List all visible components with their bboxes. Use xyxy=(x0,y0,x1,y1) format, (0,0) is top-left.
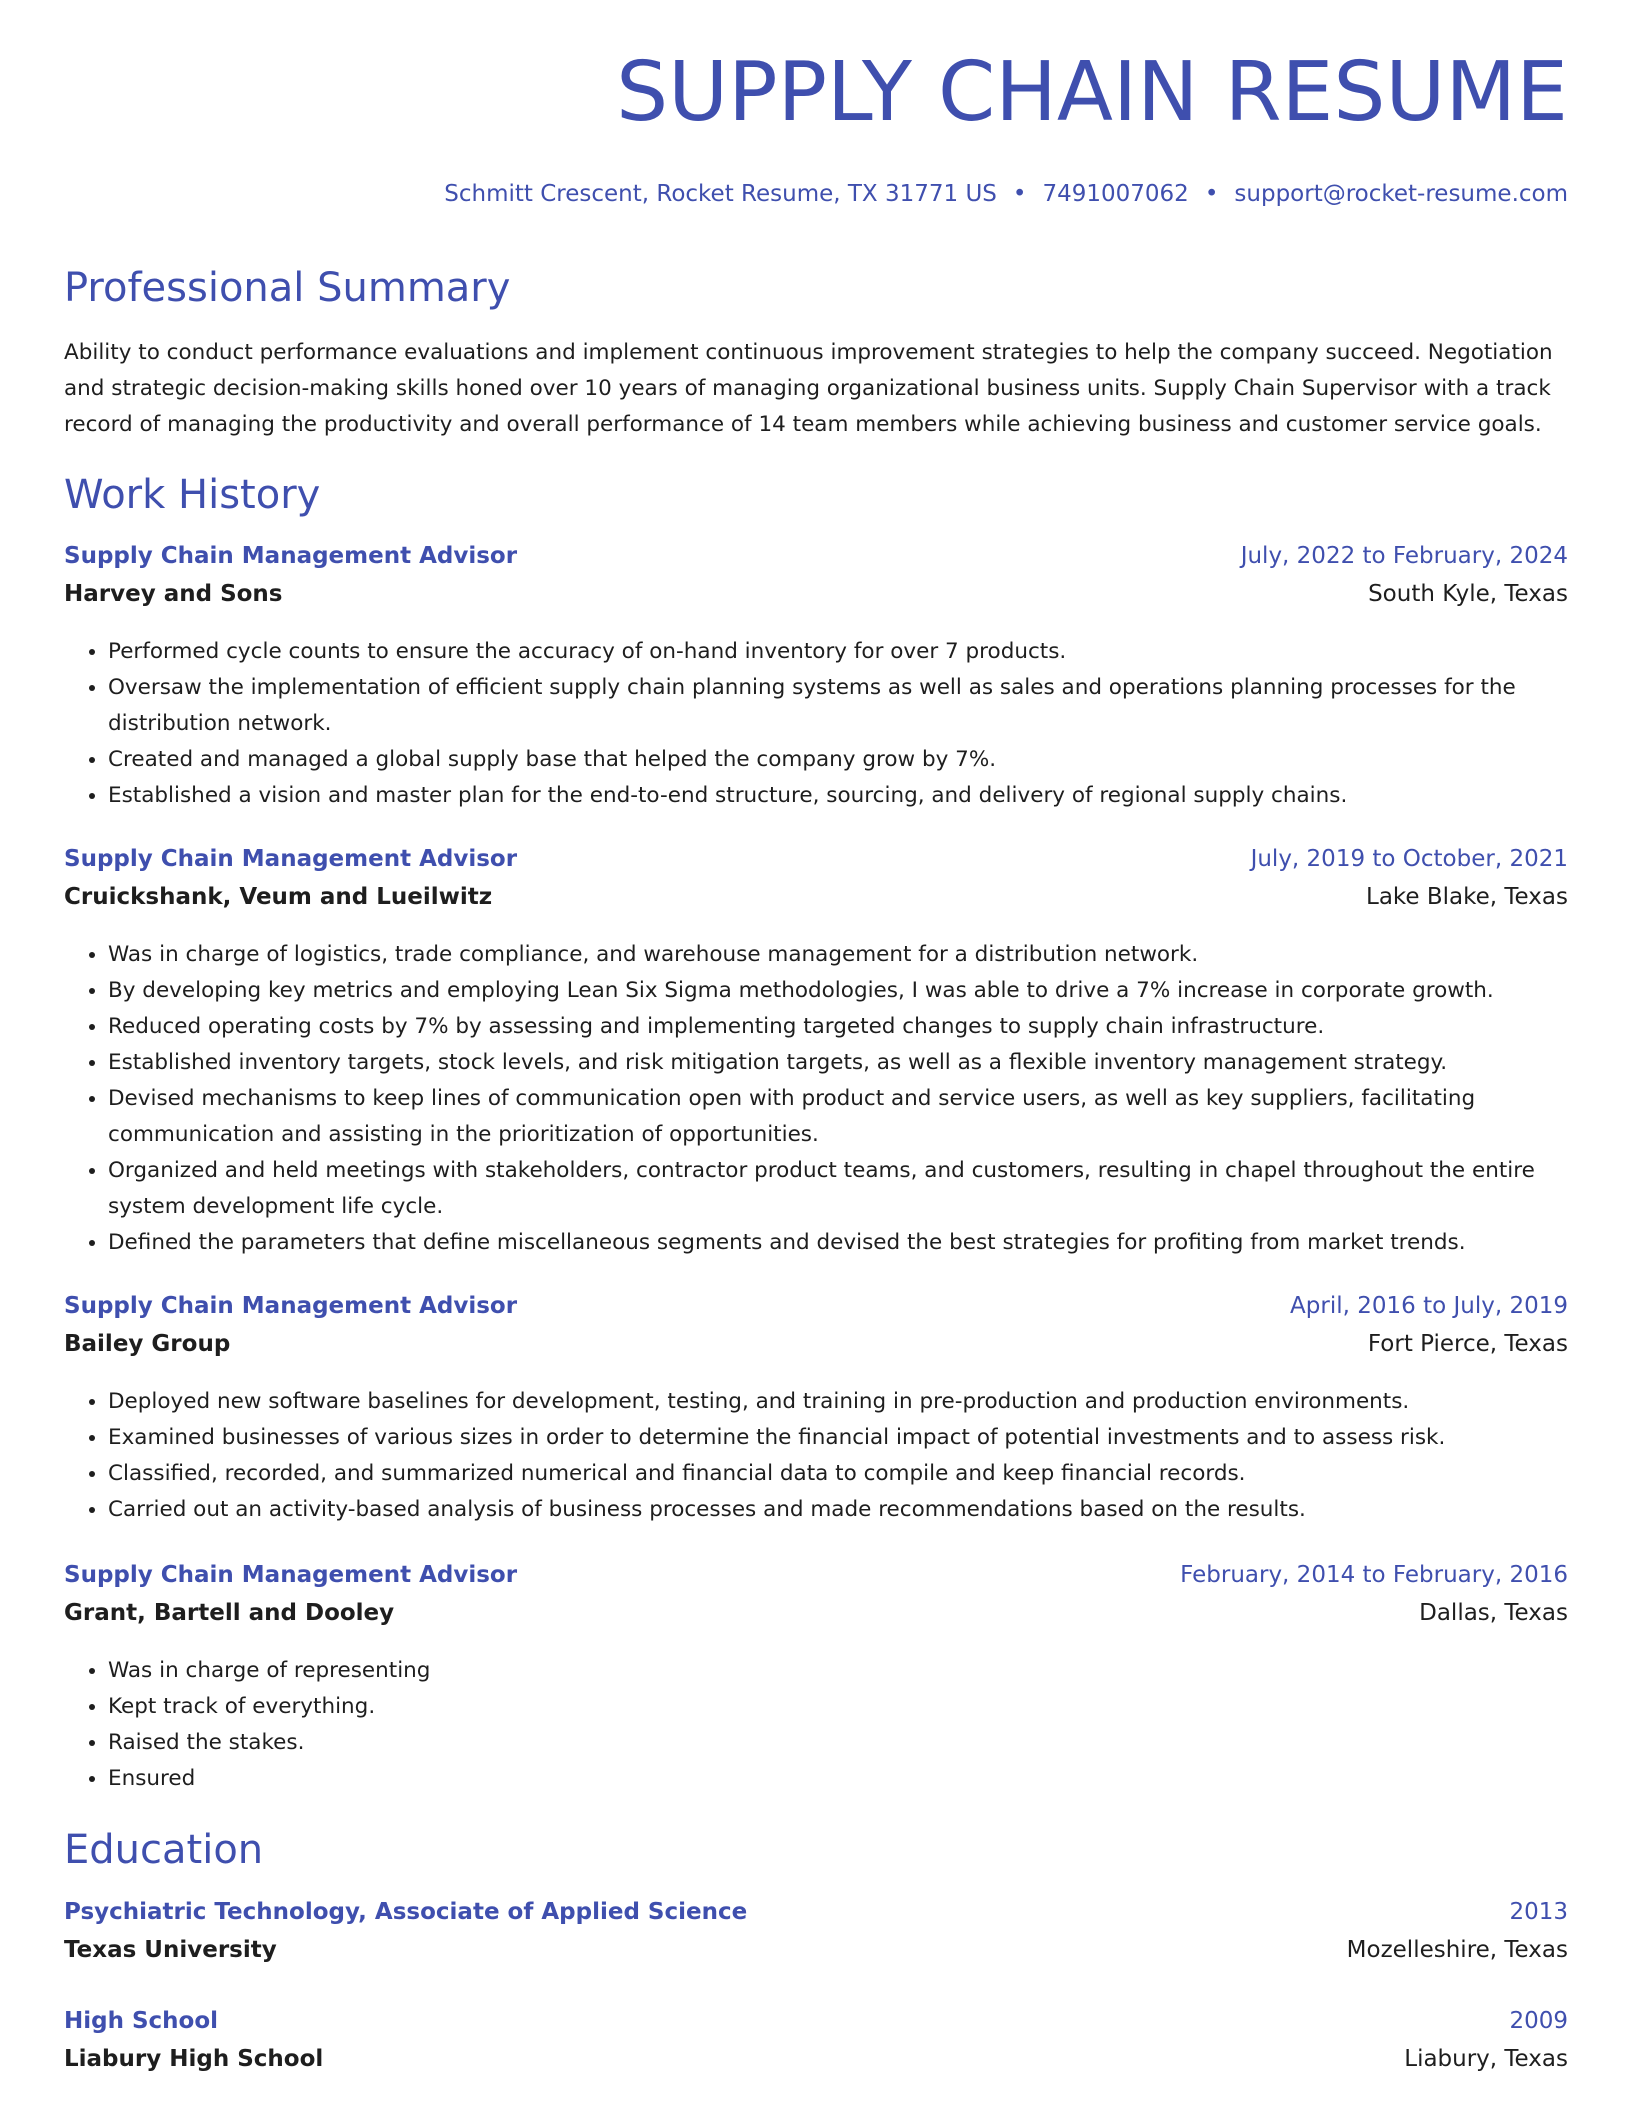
education-year: 2013 xyxy=(1509,1899,1568,1925)
job-bullet: • Organized and held meetings with stakeholders, contractor product teams, and customers, resulting in chapel throughout the entire system development life cycle. xyxy=(108,1153,1568,1225)
job-bullet: • Examined businesses of various sizes in order to determine the financial impact of potential investments and to assess risk. xyxy=(108,1420,1568,1456)
job-bullets xyxy=(64,634,1568,814)
job-role: Supply Chain Management Advisor xyxy=(64,846,518,872)
education-header-row xyxy=(64,1899,1568,1937)
contact-line xyxy=(444,181,1568,207)
job-bullets xyxy=(64,1653,1568,1797)
job-company: Bailey Group xyxy=(64,1331,231,1357)
job-location: Fort Pierce, Texas xyxy=(1367,1331,1568,1357)
job-bullet: • Reduced operating costs by 7% by assessing and implementing targeted changes to supply chain infrastructure. xyxy=(108,1009,1568,1045)
contact-phone: 7491007062 xyxy=(1042,181,1189,207)
summary-text: Ability to conduct performance evaluations and implement continuous improvement strategies to help the company succeed. Negotiation and strategic decision-making skills honed over 10 years of managing organizational business units. Supply Chain Supervisor with a track record of managing the productivity and overall performance of 14 team members while achieving business and customer service goals. xyxy=(64,340,1553,437)
job-bullet: • Was in charge of representing xyxy=(108,1653,1568,1689)
job-dates: April, 2016 to July, 2019 xyxy=(1290,1293,1568,1319)
job-header-row xyxy=(64,846,1568,884)
job-header-row xyxy=(64,543,1568,581)
resume-title: SUPPLY CHAIN RESUME xyxy=(616,45,1568,140)
contact-separator: • xyxy=(1204,181,1219,207)
education-location: Mozelleshire, Texas xyxy=(1346,1937,1568,1963)
job-company-row xyxy=(64,884,1568,922)
job-bullet: • Ensured xyxy=(108,1761,1568,1797)
job-bullet: • Kept track of everything. xyxy=(108,1689,1568,1725)
job-company-row xyxy=(64,1600,1568,1638)
job-bullet: • Defined the parameters that define miscellaneous segments and devised the best strategies for profiting from market trends. xyxy=(108,1225,1568,1261)
education-entry xyxy=(64,1899,1568,1975)
job-bullet: • Established a vision and master plan for the end-to-end structure, sourcing, and delivery of regional supply chains. xyxy=(108,778,1568,814)
job-bullet: • Raised the stakes. xyxy=(108,1725,1568,1761)
job-bullet: • Oversaw the implementation of efficient supply chain planning systems as well as sales and operations planning processes for the distribution network. xyxy=(108,670,1568,742)
job-company: Harvey and Sons xyxy=(64,581,283,607)
job-entry xyxy=(64,846,1568,1261)
job-bullets xyxy=(64,937,1568,1261)
job-company-row xyxy=(64,581,1568,619)
work-history-heading: Work History xyxy=(64,472,321,518)
job-role: Supply Chain Management Advisor xyxy=(64,1562,518,1588)
job-bullet: • Created and managed a global supply base that helped the company grow by 7%. xyxy=(108,742,1568,778)
job-dates: July, 2022 to February, 2024 xyxy=(1240,543,1568,569)
job-bullet: • Carried out an activity-based analysis of business processes and made recommendations based on the results. xyxy=(108,1492,1568,1528)
education-year: 2009 xyxy=(1509,2008,1568,2034)
job-entry xyxy=(64,543,1568,814)
job-bullets xyxy=(64,1384,1568,1528)
job-bullet: • Performed cycle counts to ensure the accuracy of on-hand inventory for over 7 products. xyxy=(108,634,1568,670)
job-bullet: • Devised mechanisms to keep lines of communication open with product and service users, as well as key suppliers, facilitating communication and assisting in the prioritization of opportunities. xyxy=(108,1081,1568,1153)
job-bullet: • Classified, recorded, and summarized numerical and financial data to compile and keep financial records. xyxy=(108,1456,1568,1492)
job-header-row xyxy=(64,1562,1568,1600)
education-entry xyxy=(64,2008,1568,2084)
education-school-row xyxy=(64,1937,1568,1975)
job-location: South Kyle, Texas xyxy=(1368,581,1568,607)
education-header-row xyxy=(64,2008,1568,2046)
job-company-row xyxy=(64,1331,1568,1369)
job-dates: July, 2019 to October, 2021 xyxy=(1250,846,1568,872)
job-dates: February, 2014 to February, 2016 xyxy=(1180,1562,1568,1588)
job-bullet: • Was in charge of logistics, trade compliance, and warehouse management for a distribution network. xyxy=(108,937,1568,973)
job-role: Supply Chain Management Advisor xyxy=(64,1293,518,1319)
education-degree: Psychiatric Technology, Associate of Applied Science xyxy=(64,1899,748,1925)
job-location: Lake Blake, Texas xyxy=(1366,884,1568,910)
job-bullet: • Established inventory targets, stock levels, and risk mitigation targets, as well as a flexible inventory management strategy. xyxy=(108,1045,1568,1081)
education-school-row xyxy=(64,2046,1568,2084)
job-entry xyxy=(64,1293,1568,1528)
contact-address: Schmitt Crescent, Rocket Resume, TX 31771 US xyxy=(444,181,997,207)
contact-separator: • xyxy=(1012,181,1027,207)
job-bullet: • By developing key metrics and employing Lean Six Sigma methodologies, I was able to drive a 7% increase in corporate growth. xyxy=(108,973,1568,1009)
education-school: Texas University xyxy=(64,1937,277,1963)
job-company: Cruickshank, Veum and Lueilwitz xyxy=(64,884,493,910)
job-entry xyxy=(64,1562,1568,1797)
job-location: Dallas, Texas xyxy=(1419,1600,1568,1626)
job-bullet: • Deployed new software baselines for development, testing, and training in pre-production and production environments. xyxy=(108,1384,1568,1420)
education-location: Liabury, Texas xyxy=(1404,2046,1568,2072)
job-company: Grant, Bartell and Dooley xyxy=(64,1600,395,1626)
contact-email[interactable]: support@rocket-resume.com xyxy=(1234,181,1568,207)
education-school: Liabury High School xyxy=(64,2046,324,2072)
job-role: Supply Chain Management Advisor xyxy=(64,543,518,569)
education-degree: High School xyxy=(64,2008,219,2034)
summary-heading: Professional Summary xyxy=(64,265,511,311)
job-header-row xyxy=(64,1293,1568,1331)
education-heading: Education xyxy=(64,1827,264,1873)
